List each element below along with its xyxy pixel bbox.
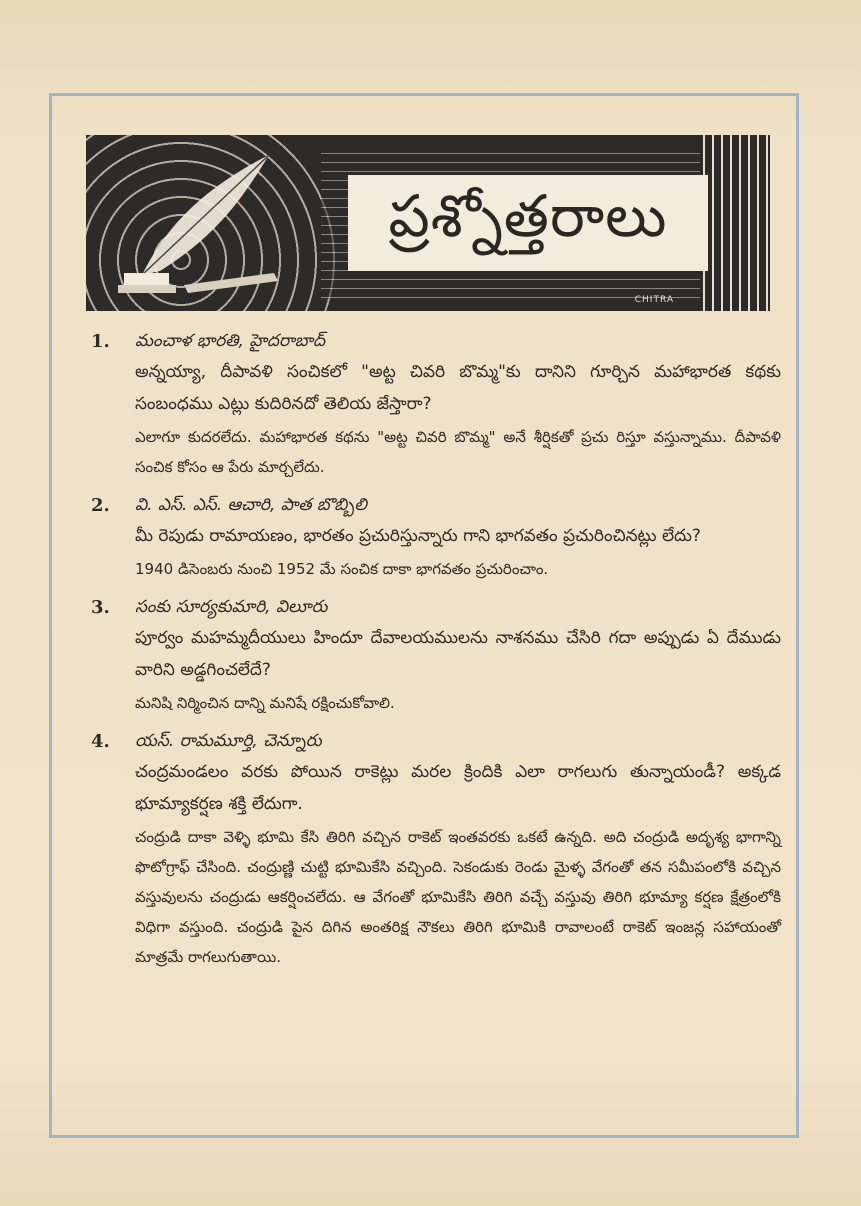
qa-item	[91, 726, 781, 972]
questions-and-answers	[91, 326, 781, 980]
quill-pen-icon	[114, 153, 279, 298]
qa-question: మీ రెపుడు రామాయణం, భారతం ప్రచురిస్తున్నారు గాని భాగవతం ప్రచురించినట్లు లేదు?	[135, 526, 701, 546]
qa-number: 1.	[91, 331, 110, 352]
page-title: ప్రశ్నోత్తరాలు	[388, 181, 668, 250]
qa-question: పూర్వం మహమ్మదీయులు హిందూ దేవాలయములను నాశనము చేసిరి గదా అప్పుడు ఏ దేముడు వారిని అడ్డగించలేదే?	[135, 628, 781, 680]
qa-answer: ఎలాగూ కుదరలేదు. మహాభారత కథను "అట్ట చివరి బొమ్మ" అనే శీర్షికతో ప్రచు రిస్తూ వస్తున్నాము. దీపావళి సంచిక కోసం ఆ పేరు మార్చలేదు.	[135, 428, 781, 476]
qa-item	[91, 326, 781, 482]
banner-decoration-stripes	[700, 135, 770, 311]
qa-answer: చంద్రుడి దాకా వెళ్ళి భూమి కేసి తిరిగి వచ్చిన రాకెట్ ఇంతవరకు ఒకటే ఉన్నది. అది చంద్రుడి అదృశ్య భాగాన్ని ఫొటోగ్రాఫ్ చేసింది. చంద్రుణ్ణి చుట్టి భూమికేసి వచ్చింది. సెకండుకు రెండు మైళ్ళ వేగంతో తన సమీపంలోకి వచ్చిన వస్తువులను చంద్రుడు ఆకర్షించలేదు. ఆ వేగంతో భూమికేసి తిరిగి వచ్చే వస్తువు తిరిగి భూమ్యా కర్షణ క్షేత్రంలోకి విధిగా వస్తుంది. చంద్రుడి పైన దిగిన అంతరిక్ష నౌకలు తిరిగి భూమికి రావాలంటే రాకెట్ ఇంజన్ల సహాయంతో మాత్రమే రాగలుగుతాయి.	[135, 828, 781, 966]
qa-item	[91, 490, 781, 584]
header-banner	[86, 135, 770, 311]
qa-name: వి. ఎస్. ఎస్. ఆచారి, పాత బొబ్బిలి	[135, 495, 367, 515]
qa-name: సంకు సూర్యకుమారి, విలూరు	[135, 597, 328, 617]
qa-item	[91, 592, 781, 718]
qa-number: 2.	[91, 495, 110, 516]
qa-answer: 1940 డిసెంబరు నుంచి 1952 మే సంచిక దాకా భాగవతం ప్రచురించాం.	[135, 560, 549, 578]
qa-question: చంద్రమండలం వరకు పోయిన రాకెట్లు మరల క్రిందికి ఎలా రాగలుగు తున్నాయండీ? అక్కడ భూమ్యాకర్షణ శక్తి లేదుగా.	[135, 762, 781, 814]
qa-number: 3.	[91, 597, 110, 618]
qa-name: యస్. రామమూర్తి, చెన్నూరు	[135, 731, 322, 751]
qa-answer: మనిషి నిర్మించిన దాన్ని మనిషే రక్షించుకోవాలి.	[135, 694, 395, 712]
qa-name: మంచాళ భారతి, హైదరాబాద్	[135, 331, 326, 351]
qa-number: 4.	[91, 731, 110, 752]
banner-title-box	[348, 175, 708, 271]
artist-signature: CHITRA	[634, 295, 674, 305]
qa-question: అన్నయ్యా, దీపావళి సంచికలో "అట్ట చివరి బొమ్మ"కు దానిని గూర్చిన మహాభారత కథకు సంబంధము ఎట్లు కుదిరినదో తెలియ జేస్తారా?	[135, 362, 781, 414]
